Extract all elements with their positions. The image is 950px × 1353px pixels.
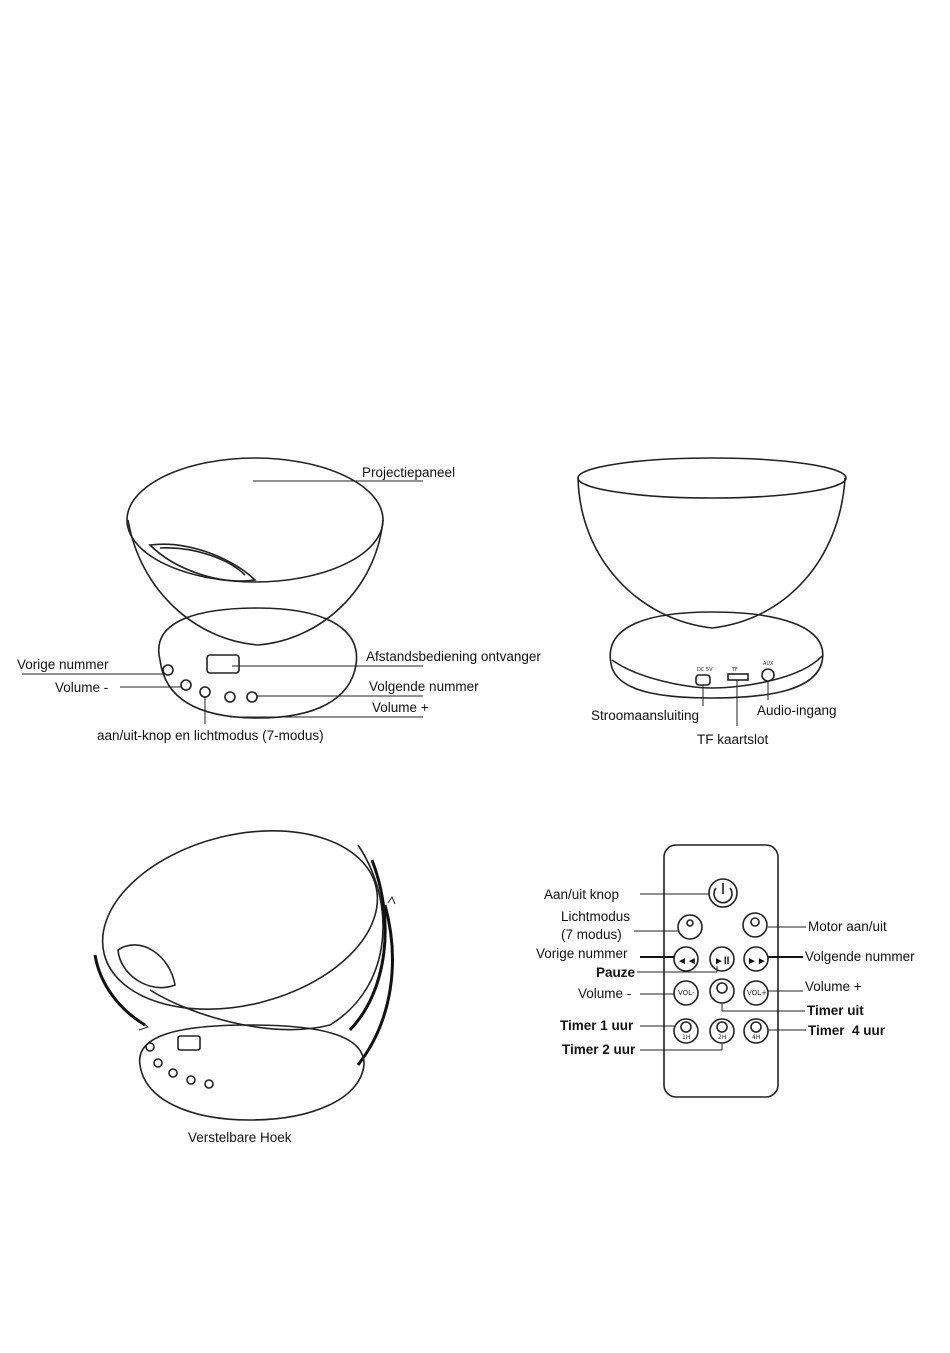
label-remote-receiver: Afstandsbediening ontvanger: [366, 649, 541, 664]
svg-text:4H: 4H: [752, 1034, 761, 1041]
svg-text:DC 5V: DC 5V: [697, 667, 713, 673]
front-power-button-icon: [200, 687, 210, 697]
label-remote-prev: Vorige nummer: [536, 946, 628, 961]
label-remote-timer-off: Timer uit: [807, 1003, 864, 1018]
front-receiver-window: [207, 655, 239, 673]
rotate-arrow-right-head-icon: [388, 897, 395, 904]
front-base: [159, 608, 357, 718]
tilt-view-figure: [84, 804, 397, 1145]
front-bowl-rim: [127, 458, 383, 582]
next-icon: ►►: [747, 956, 767, 967]
tilt-bowl-rim: [84, 804, 397, 1037]
label-remote-timer-1: Timer 1 uur: [560, 1018, 634, 1033]
clock-icon: [681, 1022, 691, 1032]
label-remote-vol-up: Volume +: [805, 979, 862, 994]
play-pause-icon: ►ll: [714, 956, 730, 967]
label-power-light: aan/uit-knop en lichtmodus (7-modus): [97, 728, 324, 743]
tilt-base: [140, 1025, 364, 1120]
label-remote-pause: Pauze: [596, 965, 636, 980]
label-prev-track: Vorige nummer: [17, 657, 109, 672]
front-bowl-window: [150, 544, 255, 581]
back-base-edge: [612, 656, 822, 688]
label-remote-light-mode: Lichtmodus: [561, 909, 631, 924]
clock-icon: [717, 983, 727, 993]
label-tf-slot: TF kaartslot: [697, 732, 769, 747]
svg-text:2H: 2H: [718, 1034, 727, 1041]
back-bowl-rim: [578, 458, 846, 498]
tilt-bowl-window: [118, 945, 175, 988]
label-next-track: Volgende nummer: [369, 679, 479, 694]
label-volume-down: Volume -: [55, 680, 109, 695]
label-remote-power: Aan/uit knop: [544, 887, 620, 902]
power-port-icon: [696, 675, 710, 685]
light-mode-icon: [687, 920, 693, 926]
back-base: [610, 612, 823, 698]
label-remote-motor: Motor aan/uit: [808, 919, 887, 934]
prev-icon: ◄◄: [677, 956, 697, 967]
front-view-figure: [17, 458, 541, 743]
label-audio-in: Audio-ingang: [757, 703, 837, 718]
label-remote-timer-4: Timer 4 uur: [808, 1023, 886, 1038]
label-remote-next: Volgende nummer: [805, 949, 915, 964]
front-vol-plus-button-icon: [225, 692, 235, 702]
label-projection-panel: Projectiepaneel: [362, 465, 456, 480]
svg-text:TF: TF: [732, 667, 738, 673]
tilt-receiver-window: [178, 1036, 200, 1050]
audio-port-icon: [762, 669, 774, 681]
back-bowl-body: [578, 478, 845, 628]
tilt-bowl-body: [150, 845, 383, 1030]
remote-light-mode-button: [678, 915, 702, 939]
svg-text:VOL-: VOL-: [678, 989, 695, 997]
label-remote-timer-2: Timer 2 uur: [562, 1042, 636, 1057]
front-next-button-icon: [247, 692, 257, 702]
label-remote-vol-down: Volume -: [578, 986, 632, 1001]
remote-control-figure: [536, 845, 915, 1097]
tf-slot-icon: [728, 674, 748, 680]
clock-icon: [751, 1022, 761, 1032]
label-power-port: Stroomaansluiting: [591, 708, 700, 723]
front-vol-minus-button-icon: [181, 680, 191, 690]
label-adjustable-angle: Verstelbare Hoek: [188, 1130, 292, 1145]
svg-text:VOL+: VOL+: [747, 989, 767, 997]
remote-motor-button: [743, 913, 767, 937]
rotate-arrow-left-icon: [95, 955, 145, 1025]
label-volume-up: Volume +: [372, 700, 429, 715]
label-remote-light-mode-2: (7 modus): [561, 927, 622, 942]
motor-icon: [751, 918, 759, 926]
clock-icon: [717, 1022, 727, 1032]
svg-text:AUX: AUX: [763, 661, 774, 667]
svg-text:1H: 1H: [682, 1034, 691, 1041]
back-view-figure: [578, 458, 846, 747]
